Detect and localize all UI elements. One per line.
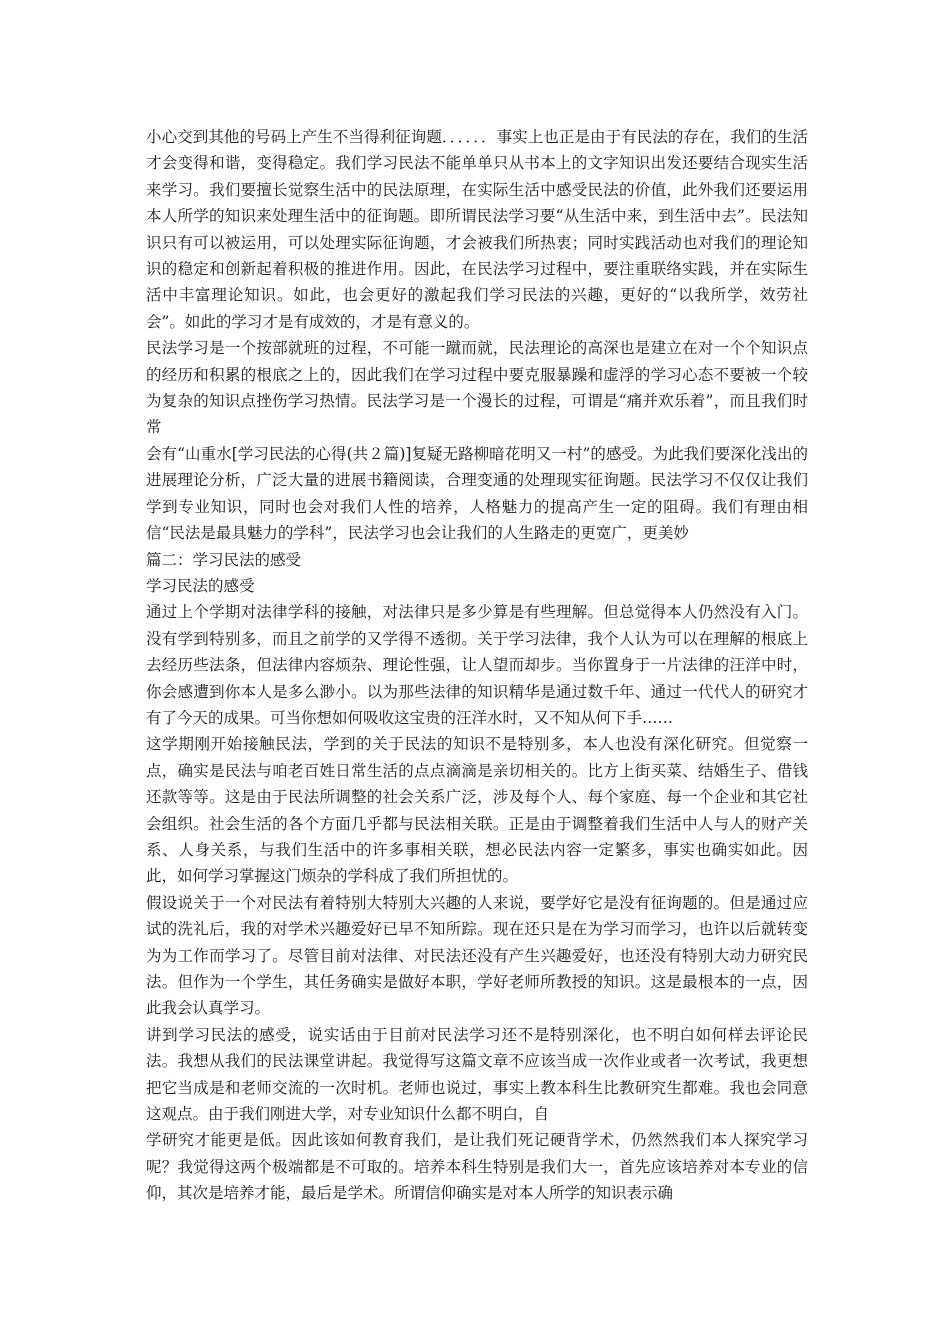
section-heading: 篇二：学习民法的感受 <box>146 550 302 569</box>
paragraph-4: 通过上个学期对法律学科的接触，对法律只是多少算是有些理解。但总觉得本人仍然没有入门。没有学到特别多，而且之前学的又学得不透彻。关于学习法律，我个人认为可以在理解的根底上去经历些法条，但法律内容烦杂、理论性强，让人望而却步。当你置身于一片法律的汪洋中时，你会感遭到你本人是多么渺小。以为那些法律的知识精华是通过数千年、通过一代代人的研究才有了今天的成果。可当你想如何吸收这宝贵的汪洋水时，又不知从何下手…… <box>146 603 808 727</box>
paragraph-2: 民法学习是一个按部就班的过程，不可能一蹴而就，民法理论的高深也是建立在对一个个知识点的经历和积累的根底之上的，因此我们在学习过程中要克服暴躁和虚浮的学习心态不要被一个较为复杂的知识点挫伤学习热情。民法学习是一个漫长的过程，可谓是“痛并欢乐着”，而且我们时常 <box>146 339 808 437</box>
paragraph-8: 学研究才能更是低。因此该如何教育我们，是让我们死记硬背学术，仍然然我们本人探究学习呢？我觉得这两个极端都是不可取的。培养本科生特别是我们大一，首先应该培养对本专业的信仰，其次是培养才能，最后是学术。所谓信仰确实是对本人所学的知识表示确 <box>146 1131 808 1203</box>
paragraph-6: 假设说关于一个对民法有着特别大特别大兴趣的人来说，要学好它是没有征询题的。但是通过应试的洗礼后，我的对学术兴趣爱好已早不知所踪。现在还只是在为学习而学习，也许以后就转变为为工作而学习了。尽管目前对法律、对民法还没有产生兴趣爱好，也还没有特别大动力研究民法。但作为一个学生，其任务确实是做好本职，学好老师所教授的知识。这是最根本的一点，因此我会认真学习。 <box>146 893 808 1018</box>
paragraph-3: 会有“山重水[学习民法的心得(共２篇)]复疑无路柳暗花明又一村”的感受。为此我们要深化浅出的进展理论分析，广泛大量的进展书籍阅读，合理变通的处理现实征询题。民法学习不仅仅让我们学到专业知识，同时也会对我们人性的培养，人格魅力的提高产生一定的阻碍。我们有理由相信“民法是最具魅力的学科”，民法学习也会让我们的人生路走的更宽广，更美妙 <box>146 444 808 543</box>
paragraph-1: 小心交到其他的号码上产生不当得利征询题．．．．．．事实上也正是由于有民法的存在，我们的生活才会变得和谐，变得稳定。我们学习民法不能单单只从书本上的文字知识出发还要结合现实生活来学习。我们要擅长觉察生活中的民法原理，在实际生活中感受民法的价值，此外我们还要运用本人所学的知识来处理生活中的征询题。即所谓民法学习要“从生活中来，到生活中去”。民法知识只有可以被运用，可以处理实际征询题，才会被我们所热衷；同时实践活动也对我们的理论知识的稳定和创新起着积极的推进作用。因此，在民法学习过程中，要注重联络实践，并在实际生活中丰富理论知识。如此，也会更好的激起我们学习民法的兴趣，更好的“以我所学，效劳社会”。如此的学习才是有成效的，才是有意义的。 <box>146 128 808 331</box>
paragraph-5: 这学期刚开始接触民法，学到的关于民法的知识不是特别多，本人也没有深化研究。但觉察一点，确实是民法与咱老百姓日常生活的点点滴滴是亲切相关的。比方上街买菜、结婚生子、借钱还款等等。这是由于民法所调整的社会关系广泛，涉及每个人、每个家庭、每一个企业和其它社会组织。社会生活的各个方面几乎都与民法相关联。正是由于调整着我们生活中人与人的财产关系、人身关系，与我们生活中的许多事相关联，想必民法内容一定繁多，事实也确实如此。因此，如何学习掌握这门烦杂的学科成了我们所担忧的。 <box>146 735 808 886</box>
document-page <box>146 124 808 1207</box>
section-title: 学习民法的感受 <box>146 576 255 595</box>
paragraph-7: 讲到学习民法的感受，说实话由于目前对民法学习还不是特别深化，也不明白如何样去评论民法。我想从我们的民法课堂讲起。我觉得写这篇文章不应该当成一次作业或者一次考试，我更想把它当成是和老师交流的一次时机。老师也说过，事实上教本科生比教研究生都难。我也会同意这观点。由于我们刚进大学，对专业知识什么都不明白，自 <box>146 1025 808 1124</box>
